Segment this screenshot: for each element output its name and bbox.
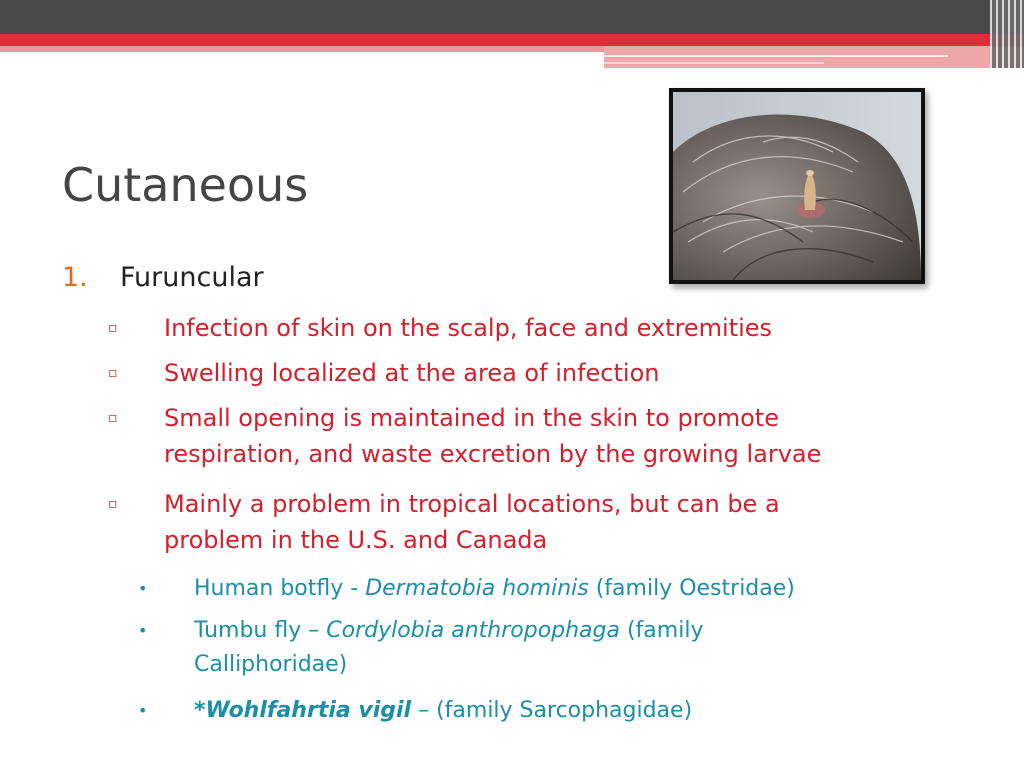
sub-bullet-text: Human botfly - bbox=[194, 576, 366, 601]
header-band-line bbox=[604, 62, 824, 64]
bullet-text-line: Small opening is maintained in the skin to promote bbox=[164, 404, 779, 432]
sub-bullet-item bbox=[138, 694, 894, 728]
header-band-dark bbox=[0, 0, 1024, 34]
scalp-photo bbox=[669, 88, 925, 284]
bullet-text: Swelling localized at the area of infection bbox=[164, 359, 660, 387]
bullet-marker: ▫ bbox=[108, 410, 118, 426]
list-number: 1. bbox=[62, 262, 88, 293]
bullet-marker: ▫ bbox=[108, 496, 118, 512]
sub-bullet-text: – (family Sarcophagidae) bbox=[411, 698, 693, 723]
bullet-item bbox=[108, 400, 924, 472]
sub-bullet-text: Tumbu fly – bbox=[194, 618, 327, 643]
slide-title: Cutaneous bbox=[62, 158, 309, 212]
header-band-pink bbox=[0, 46, 604, 52]
header-band-line bbox=[604, 55, 948, 57]
bullet-text-line: problem in the U.S. and Canada bbox=[164, 526, 548, 554]
sub-bullet-text-line: Calliphoridae) bbox=[194, 652, 348, 677]
sub-bullet-item bbox=[138, 572, 894, 606]
bullet-item bbox=[108, 355, 924, 391]
sub-bullet-marker: • bbox=[138, 701, 148, 720]
sub-bullet-text: (family bbox=[619, 618, 704, 643]
species-name: Cordylobia anthropophaga bbox=[326, 618, 620, 643]
sub-bullet-marker: • bbox=[138, 579, 148, 598]
species-name: Dermatobia hominis bbox=[365, 576, 589, 601]
header-band-red bbox=[0, 34, 1024, 46]
sub-bullet-text: (family Oestridae) bbox=[588, 576, 795, 601]
bullet-text-line: respiration, and waste excretion by the growing larvae bbox=[164, 440, 822, 468]
header-band-pink-right bbox=[604, 46, 1024, 68]
bullet-marker: ▫ bbox=[108, 365, 118, 381]
species-name: *Wohlfahrtia vigil bbox=[194, 698, 412, 723]
bullet-text-line: Mainly a problem in tropical locations, but can be a bbox=[164, 490, 780, 518]
list-heading: Furuncular bbox=[120, 262, 264, 293]
bullet-text: Infection of skin on the scalp, face and extremities bbox=[164, 314, 773, 342]
header-stripes bbox=[990, 0, 1024, 68]
sub-bullet-marker: • bbox=[138, 621, 148, 640]
bullet-item bbox=[108, 310, 924, 346]
sub-bullet-item bbox=[138, 614, 894, 682]
bullet-item bbox=[108, 486, 924, 558]
numbered-item bbox=[62, 262, 264, 293]
bullet-marker: ▫ bbox=[108, 320, 118, 336]
